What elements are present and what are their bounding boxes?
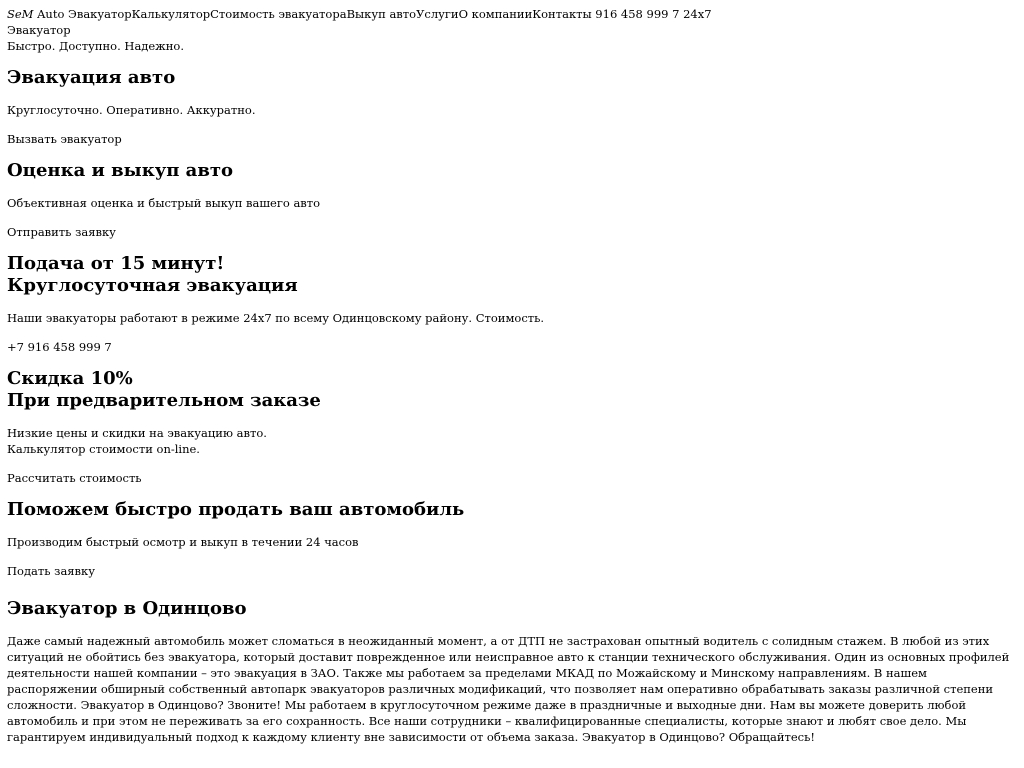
- nav-item-services[interactable]: Услуги: [416, 7, 459, 21]
- block-text: Наши эвакуаторы работают в режиме 24x7 по всему Одинцовскому району. Стоимость.: [7, 311, 545, 325]
- block-title: Оценка и выкуп авто: [7, 160, 233, 181]
- hero-title: Эвакуатор: [7, 23, 71, 37]
- block-title-line2: Круглосуточная эвакуация: [7, 275, 298, 296]
- calculate-cost-link[interactable]: Рассчитать стоимость: [7, 471, 142, 485]
- block-title: [7, 253, 1017, 297]
- brand-italic: SeM: [7, 7, 34, 21]
- block-delivery: [7, 253, 1017, 355]
- call-evacuator-link[interactable]: Вызвать эвакуатор: [7, 132, 122, 146]
- block-title: Поможем быстро продать ваш автомобиль: [7, 499, 465, 520]
- block-discount: [7, 368, 1017, 486]
- nav-item-evacuator[interactable]: Эвакуатор: [68, 7, 132, 21]
- nav-item-buyout[interactable]: Выкуп авто: [346, 7, 417, 21]
- about-text: Даже самый надежный автомобиль может сломаться в неожиданный момент, а от ДТП не застрахован опытный водитель с солидным стажем. В любой из этих ситуаций не обойтись без эвакуатора, который доставит поврежденное или неисправное авто к станции технического обслуживания. Один из основных профилей деятельности нашей компании – это эвакуация в ЗАО. Также мы работаем за пределами МКАД по Можайскому и Минскому направлениям. В нашем распоряжении обширный собственный автопарк эвакуаторов различных модификаций, что позволяет нам оперативно обрабатывать заказы различной степени сложности. Эвакуатор в Одинцово? Звоните! Мы работаем в круглосуточном режиме даже в праздничные и выходные дни. Нам вы можете доверить любой автомобиль и при этом не переживать за его сохранность. Все наши сотрудники – квалифицированные специалисты, которые знают и любят свое дело. Мы гарантируем индивидуальный подход к каждому клиенту вне зависимости от объема заказа. Эвакуатор в Одинцово? Обращайтесь!: [7, 634, 1010, 744]
- block-text: Круглосуточно. Оперативно. Аккуратно.: [7, 103, 256, 117]
- block-title-line2: При предварительном заказе: [7, 390, 321, 411]
- block-title: [7, 368, 1017, 412]
- block-text: [7, 425, 1017, 457]
- phone-link[interactable]: +7 916 458 999 7: [7, 340, 112, 354]
- block-text-line1: Низкие цены и скидки на эвакуацию авто.: [7, 426, 267, 440]
- block-title-line1: Скидка 10%: [7, 368, 133, 389]
- block-text: Производим быстрый осмотр и выкуп в течении 24 часов: [7, 535, 359, 549]
- header: [7, 6, 1017, 54]
- nav-item-calculator[interactable]: Калькулятор: [131, 7, 211, 21]
- block-buyout: [7, 160, 1017, 240]
- block-text: Объективная оценка и быстрый выкуп вашего авто: [7, 196, 321, 210]
- brand-rest: Auto: [33, 7, 69, 21]
- nav-item-contacts[interactable]: Контакты: [532, 7, 592, 21]
- nav-item-about[interactable]: О компании: [458, 7, 533, 21]
- send-request-link[interactable]: Отправить заявку: [7, 225, 116, 239]
- nav-bar: [7, 6, 1017, 22]
- submit-request-link[interactable]: Подать заявку: [7, 564, 95, 578]
- about-title: Эвакуатор в Одинцово: [7, 598, 247, 619]
- block-title: Эвакуация авто: [7, 67, 176, 88]
- nav-item-price[interactable]: Стоимость эвакуатора: [210, 7, 347, 21]
- about-section: [7, 598, 1017, 745]
- hero-tagline: Быстро. Доступно. Надежно.: [7, 39, 185, 53]
- logo-link[interactable]: [7, 7, 68, 21]
- block-evacuation: [7, 67, 1017, 147]
- header-phone-link[interactable]: 916 458 999 7 24x7: [591, 7, 712, 21]
- block-title-line1: Подача от 15 минут!: [7, 253, 225, 274]
- block-text-line2: Калькулятор стоимости on-line.: [7, 442, 200, 456]
- block-sell-car: [7, 499, 1017, 579]
